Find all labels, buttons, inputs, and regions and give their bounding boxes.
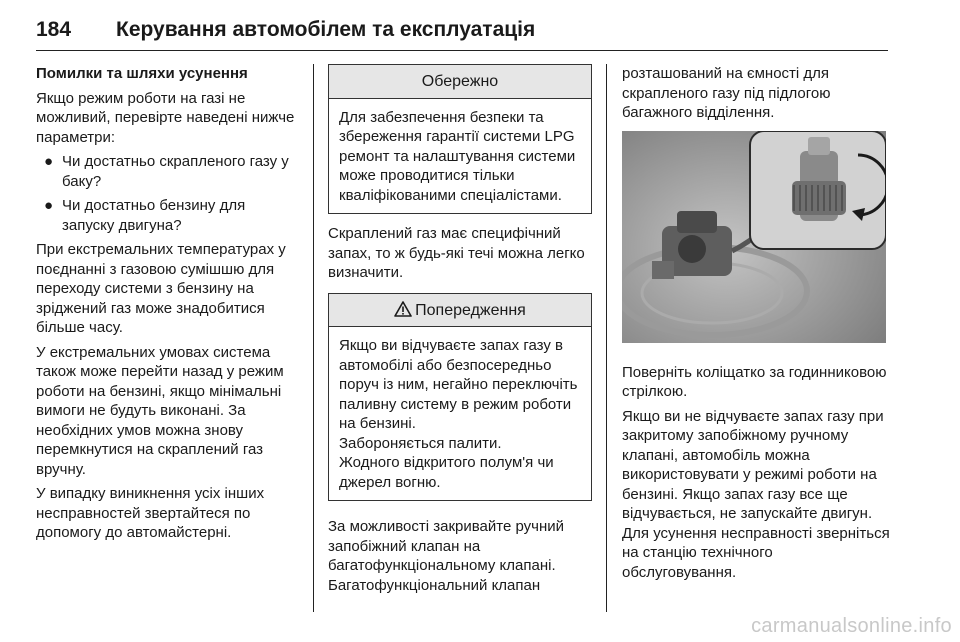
section-heading: Помилки та шляхи усунення [36, 65, 248, 82]
bullet-item [36, 152, 298, 191]
warning-text: Жодного відкритого полум'я чи джерел вогню. [339, 454, 554, 491]
lpg-valve-photo [622, 131, 886, 343]
bullet-text: Чи достатньо скрапленого газу у баку? [62, 153, 289, 190]
warning-text: Забороняється палити. [339, 434, 502, 452]
warning-body [329, 327, 591, 500]
intro-paragraph: Якщо режим роботи на газі не можливий, перевірте наведені нижче параметри: [36, 89, 295, 146]
paragraph: При екстремальних температурах у поєднанні з газовою сумішшю для переходу системи з бензину на зріджений газ може знадобитися більше часу. [36, 241, 286, 336]
caution-title: Обережно [329, 65, 591, 99]
paragraph: За можливості закривайте ручний запобіжний клапан на багатофункціональному клапані. Багатофункціональний клапан [328, 518, 565, 594]
page-header [36, 16, 888, 51]
column-right [622, 64, 890, 587]
warning-triangle-icon [394, 301, 412, 317]
watermark: carmanualsonline.info [751, 615, 952, 637]
caution-text: Для забезпечення безпеки та збереження гарантії системи LPG ремонт та налаштування системи може проводитися тільки кваліфікованими спеціалістами. [339, 108, 576, 204]
paragraph: У екстремальних умовах система також може перейти назад у режим роботи на бензині, якщо мінімальні вимоги не будуть виконані. За необхідних умов можна знову перемкнутися на скраплений газ вручну. [36, 343, 284, 478]
page-number: 184 [36, 18, 72, 41]
bullet-text: Чи достатньо бензину для запуску двигуна? [62, 197, 246, 234]
page-title: Керування автомобілем та експлуатація [116, 18, 536, 41]
bullet-dot-icon: ● [44, 153, 54, 170]
bullet-item [36, 196, 298, 235]
paragraph: Якщо ви не відчуваєте запах газу при закритому запобіжному ручному клапані, автомобіль можна використовувати у режимі роботи на бензині. Якщо запах газу все ще відчувається, не запускайте двигун. Для усунення несправності зверніться на станцію технічного обслуговування. [622, 407, 890, 581]
column-middle [328, 64, 592, 600]
paragraph: Скраплений газ має специфічний запах, то ж будь-які течі можна легко визначити. [328, 225, 585, 281]
bullet-dot-icon: ● [44, 197, 54, 214]
warning-text: Якщо ви відчуваєте запах газу в автомобілі або безпосередньо поруч із ним, негайно переключіть паливну систему в режим роботи на бензині. [339, 337, 578, 432]
column-divider-1 [313, 64, 314, 612]
warning-title: Попередження [415, 301, 526, 319]
warning-box [328, 293, 592, 502]
caution-box [328, 64, 592, 214]
paragraph: розташований на ємності для скрапленого газу під підлогою багажного відділення. [622, 65, 831, 121]
paragraph: У випадку виникнення усіх інших несправностей звертайтеся по допомогу до автомайстерні. [36, 485, 265, 541]
paragraph: Поверніть коліщатко за годинниковою стрілкою. [622, 363, 887, 400]
column-left [36, 64, 298, 548]
column-divider-2 [606, 64, 607, 612]
warning-header [329, 294, 591, 328]
